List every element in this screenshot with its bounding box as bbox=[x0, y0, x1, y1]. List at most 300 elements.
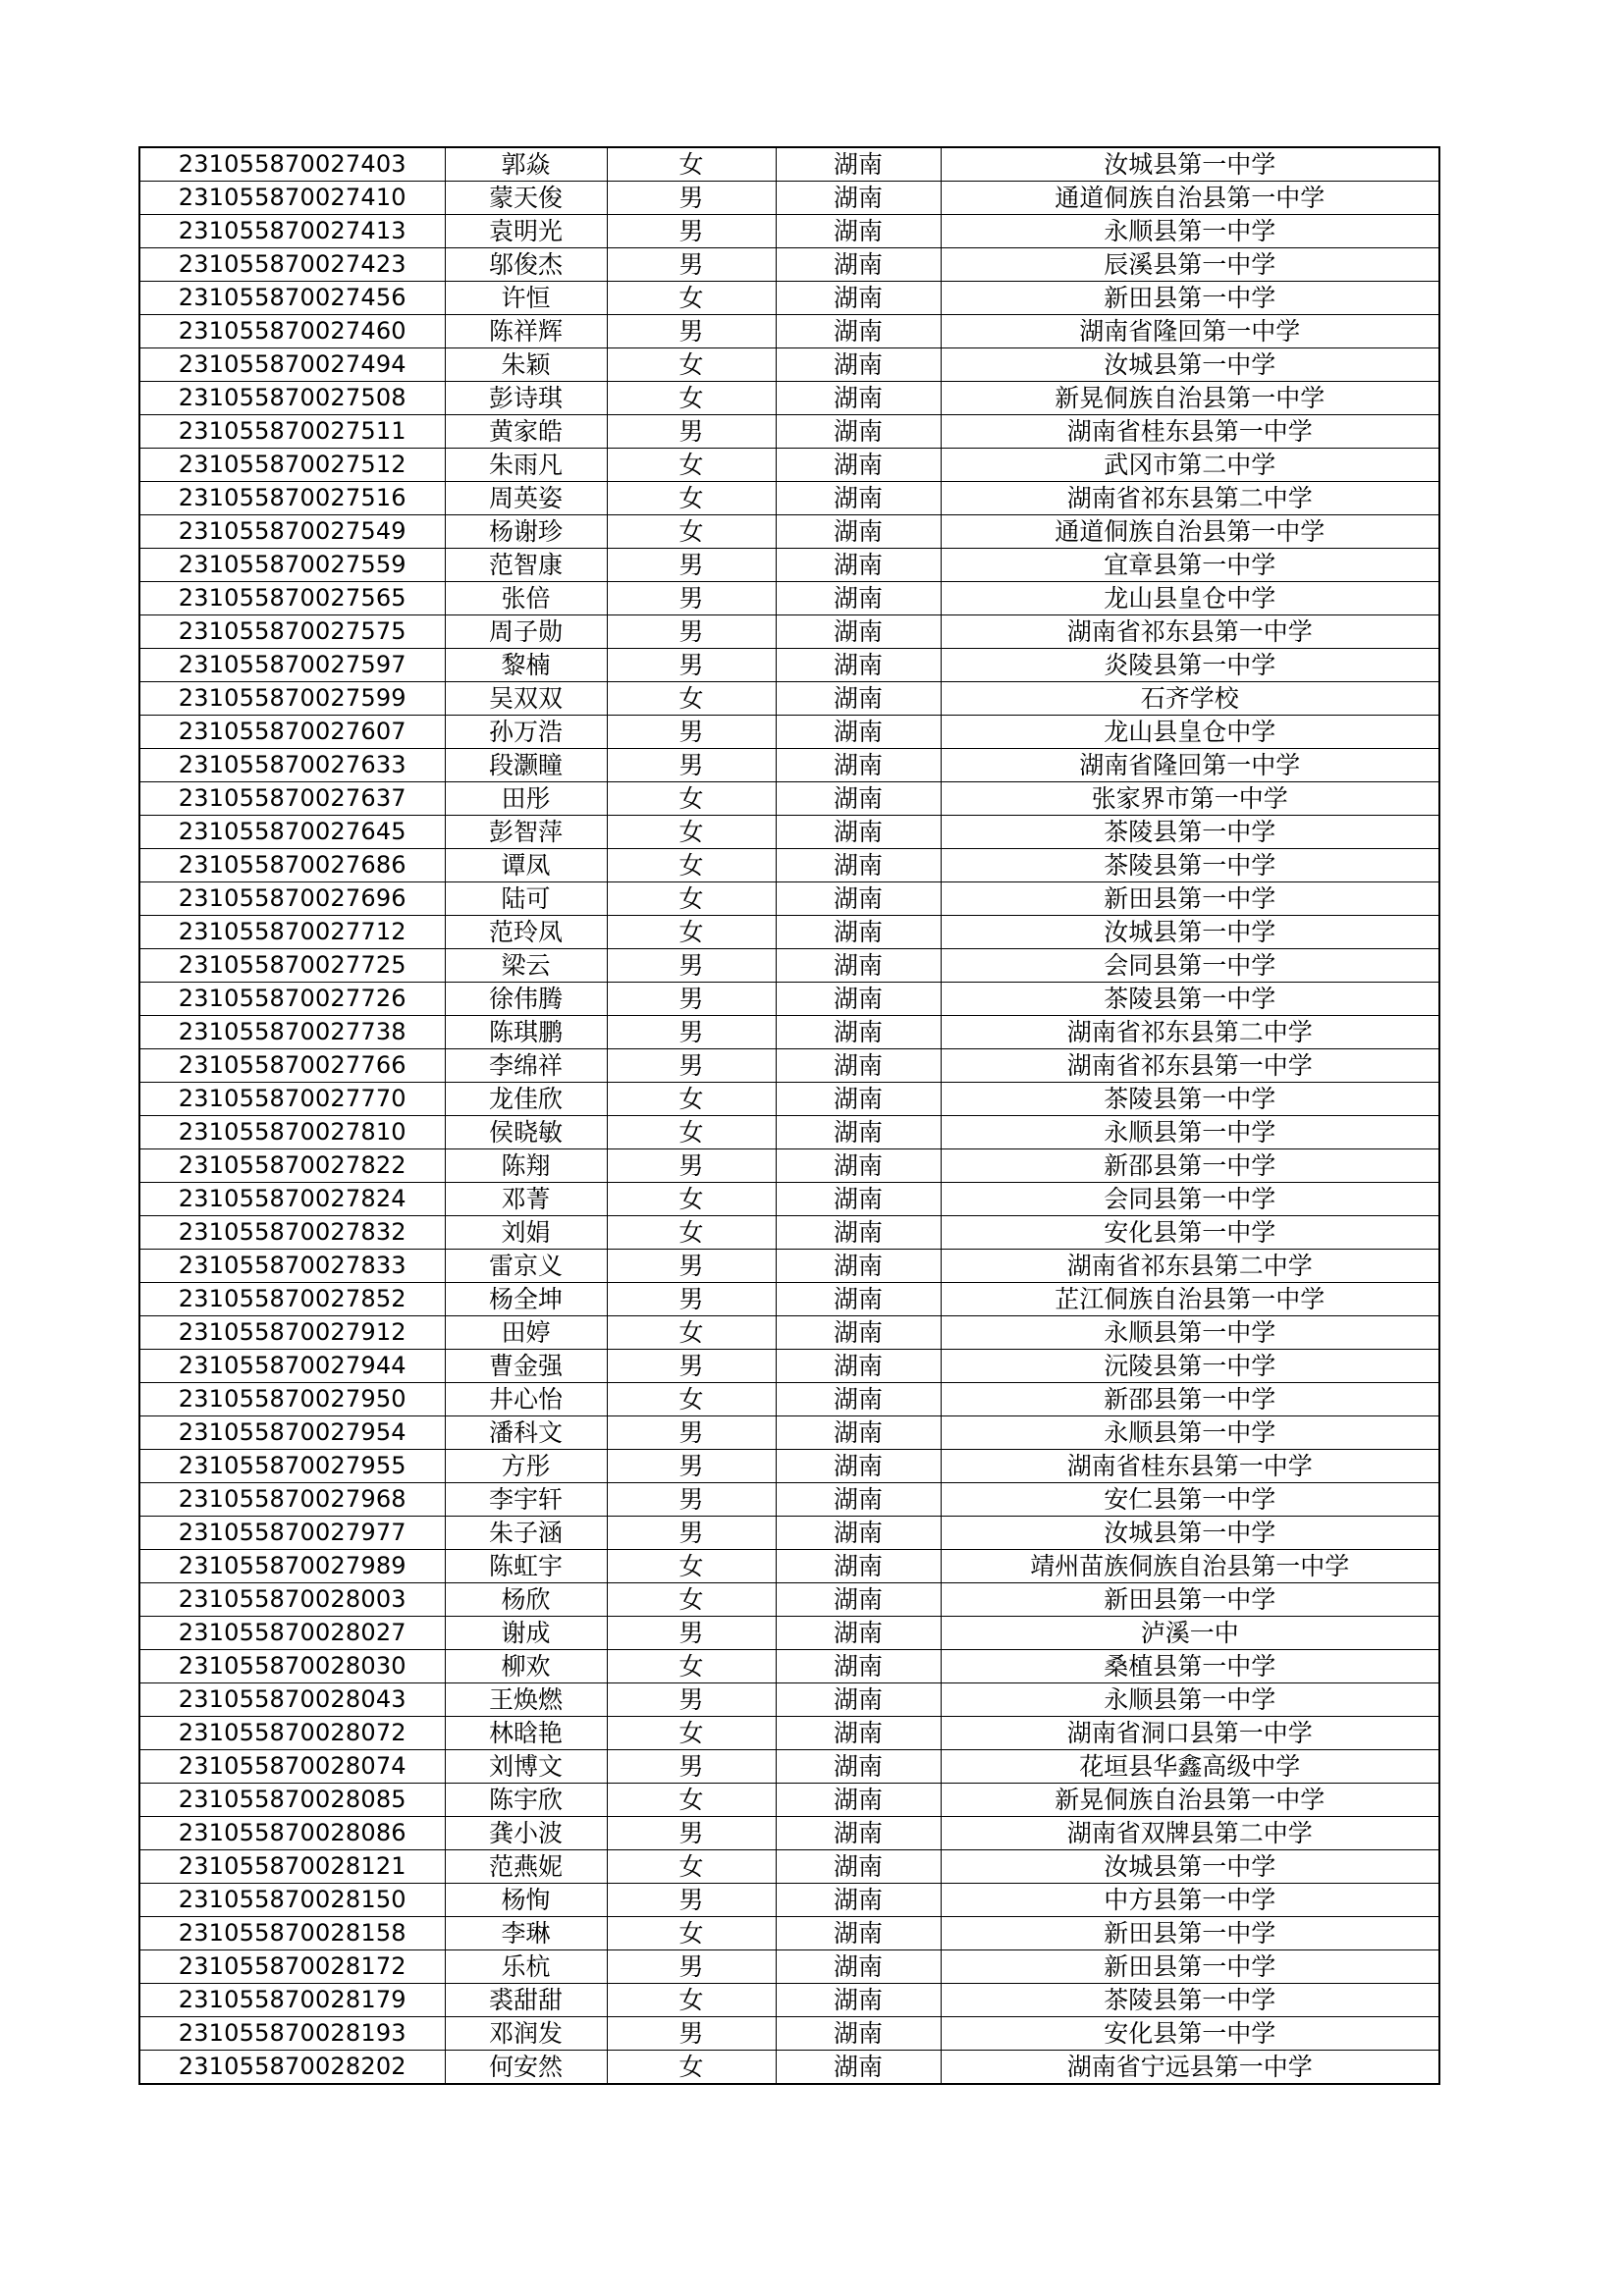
candidate-id-cell: 231055870028121 bbox=[139, 1850, 445, 1884]
table-row bbox=[139, 1617, 1439, 1650]
province-cell: 湖南 bbox=[776, 482, 941, 515]
name-cell: 潘科文 bbox=[445, 1416, 607, 1450]
candidate-id-cell: 231055870028158 bbox=[139, 1917, 445, 1950]
province-cell: 湖南 bbox=[776, 515, 941, 549]
candidate-id-cell: 231055870027645 bbox=[139, 816, 445, 849]
province-cell: 湖南 bbox=[776, 1950, 941, 1984]
table-row bbox=[139, 649, 1439, 682]
name-cell: 徐伟腾 bbox=[445, 983, 607, 1016]
table-row bbox=[139, 1016, 1439, 1049]
candidate-id-cell: 231055870027403 bbox=[139, 147, 445, 182]
school-cell: 永顺县第一中学 bbox=[941, 1116, 1439, 1149]
school-cell: 湖南省桂东县第一中学 bbox=[941, 415, 1439, 449]
candidate-id-cell: 231055870028072 bbox=[139, 1717, 445, 1750]
candidate-id-cell: 231055870027852 bbox=[139, 1283, 445, 1316]
school-cell: 湖南省祁东县第一中学 bbox=[941, 615, 1439, 649]
gender-cell: 女 bbox=[607, 1850, 776, 1884]
name-cell: 方彤 bbox=[445, 1450, 607, 1483]
table-row bbox=[139, 282, 1439, 315]
province-cell: 湖南 bbox=[776, 716, 941, 749]
province-cell: 湖南 bbox=[776, 248, 941, 282]
candidate-id-cell: 231055870027954 bbox=[139, 1416, 445, 1450]
gender-cell: 男 bbox=[607, 1950, 776, 1984]
name-cell: 彭诗琪 bbox=[445, 382, 607, 415]
gender-cell: 女 bbox=[607, 382, 776, 415]
table-row bbox=[139, 1116, 1439, 1149]
gender-cell: 女 bbox=[607, 1583, 776, 1617]
school-cell: 会同县第一中学 bbox=[941, 949, 1439, 983]
gender-cell: 女 bbox=[607, 515, 776, 549]
name-cell: 龚小波 bbox=[445, 1817, 607, 1850]
table-row bbox=[139, 1216, 1439, 1250]
province-cell: 湖南 bbox=[776, 816, 941, 849]
school-cell: 茶陵县第一中学 bbox=[941, 983, 1439, 1016]
province-cell: 湖南 bbox=[776, 1049, 941, 1083]
gender-cell: 男 bbox=[607, 1350, 776, 1383]
table-row bbox=[139, 1316, 1439, 1350]
table-row bbox=[139, 1650, 1439, 1683]
name-cell: 田彤 bbox=[445, 782, 607, 816]
name-cell: 龙佳欣 bbox=[445, 1083, 607, 1116]
gender-cell: 女 bbox=[607, 1116, 776, 1149]
table-row bbox=[139, 1850, 1439, 1884]
candidate-id-cell: 231055870027832 bbox=[139, 1216, 445, 1250]
school-cell: 会同县第一中学 bbox=[941, 1183, 1439, 1216]
gender-cell: 女 bbox=[607, 1550, 776, 1583]
school-cell: 新田县第一中学 bbox=[941, 1950, 1439, 1984]
school-cell: 新晃侗族自治县第一中学 bbox=[941, 382, 1439, 415]
table-row bbox=[139, 1750, 1439, 1784]
gender-cell: 男 bbox=[607, 615, 776, 649]
table-row bbox=[139, 348, 1439, 382]
table-row bbox=[139, 849, 1439, 882]
school-cell: 茶陵县第一中学 bbox=[941, 1984, 1439, 2017]
name-cell: 乐杭 bbox=[445, 1950, 607, 1984]
province-cell: 湖南 bbox=[776, 582, 941, 615]
name-cell: 袁明光 bbox=[445, 215, 607, 248]
table-row bbox=[139, 1383, 1439, 1416]
name-cell: 裘甜甜 bbox=[445, 1984, 607, 2017]
candidate-id-cell: 231055870027599 bbox=[139, 682, 445, 716]
name-cell: 陈翔 bbox=[445, 1149, 607, 1183]
table-row bbox=[139, 983, 1439, 1016]
name-cell: 周子勋 bbox=[445, 615, 607, 649]
school-cell: 湖南省宁远县第一中学 bbox=[941, 2051, 1439, 2085]
name-cell: 柳欢 bbox=[445, 1650, 607, 1683]
table-row bbox=[139, 916, 1439, 949]
candidate-id-cell: 231055870027607 bbox=[139, 716, 445, 749]
table-row bbox=[139, 2051, 1439, 2085]
candidate-id-cell: 231055870027597 bbox=[139, 649, 445, 682]
table-row bbox=[139, 1550, 1439, 1583]
gender-cell: 男 bbox=[607, 1817, 776, 1850]
province-cell: 湖南 bbox=[776, 1550, 941, 1583]
school-cell: 炎陵县第一中学 bbox=[941, 649, 1439, 682]
candidate-id-cell: 231055870027726 bbox=[139, 983, 445, 1016]
school-cell: 湖南省桂东县第一中学 bbox=[941, 1450, 1439, 1483]
province-cell: 湖南 bbox=[776, 1450, 941, 1483]
candidate-id-cell: 231055870027637 bbox=[139, 782, 445, 816]
name-cell: 黎楠 bbox=[445, 649, 607, 682]
province-cell: 湖南 bbox=[776, 2017, 941, 2051]
candidate-id-cell: 231055870027508 bbox=[139, 382, 445, 415]
province-cell: 湖南 bbox=[776, 1817, 941, 1850]
school-cell: 通道侗族自治县第一中学 bbox=[941, 182, 1439, 215]
province-cell: 湖南 bbox=[776, 147, 941, 182]
name-cell: 雷京义 bbox=[445, 1250, 607, 1283]
school-cell: 新田县第一中学 bbox=[941, 1917, 1439, 1950]
gender-cell: 男 bbox=[607, 716, 776, 749]
name-cell: 黄家皓 bbox=[445, 415, 607, 449]
candidate-id-cell: 231055870027955 bbox=[139, 1450, 445, 1483]
table-row bbox=[139, 1450, 1439, 1483]
province-cell: 湖南 bbox=[776, 315, 941, 348]
province-cell: 湖南 bbox=[776, 1617, 941, 1650]
school-cell: 湖南省双牌县第二中学 bbox=[941, 1817, 1439, 1850]
school-cell: 新晃侗族自治县第一中学 bbox=[941, 1784, 1439, 1817]
gender-cell: 男 bbox=[607, 2017, 776, 2051]
gender-cell: 女 bbox=[607, 147, 776, 182]
school-cell: 芷江侗族自治县第一中学 bbox=[941, 1283, 1439, 1316]
province-cell: 湖南 bbox=[776, 1717, 941, 1750]
candidate-id-cell: 231055870027810 bbox=[139, 1116, 445, 1149]
gender-cell: 男 bbox=[607, 182, 776, 215]
candidate-id-cell: 231055870028074 bbox=[139, 1750, 445, 1784]
roster-table bbox=[138, 146, 1440, 2085]
province-cell: 湖南 bbox=[776, 2051, 941, 2085]
candidate-id-cell: 231055870027944 bbox=[139, 1350, 445, 1383]
table-row bbox=[139, 415, 1439, 449]
name-cell: 陈虹宇 bbox=[445, 1550, 607, 1583]
table-row bbox=[139, 549, 1439, 582]
candidate-id-cell: 231055870027738 bbox=[139, 1016, 445, 1049]
table-row bbox=[139, 482, 1439, 515]
table-row bbox=[139, 1183, 1439, 1216]
candidate-id-cell: 231055870028172 bbox=[139, 1950, 445, 1984]
table-row bbox=[139, 1984, 1439, 2017]
province-cell: 湖南 bbox=[776, 1984, 941, 2017]
name-cell: 王焕燃 bbox=[445, 1683, 607, 1717]
table-row bbox=[139, 515, 1439, 549]
table-row bbox=[139, 1283, 1439, 1316]
table-row bbox=[139, 1149, 1439, 1183]
name-cell: 谢成 bbox=[445, 1617, 607, 1650]
school-cell: 湖南省隆回第一中学 bbox=[941, 749, 1439, 782]
name-cell: 林晗艳 bbox=[445, 1717, 607, 1750]
school-cell: 湖南省隆回第一中学 bbox=[941, 315, 1439, 348]
name-cell: 杨谢珍 bbox=[445, 515, 607, 549]
candidate-id-cell: 231055870027516 bbox=[139, 482, 445, 515]
province-cell: 湖南 bbox=[776, 1016, 941, 1049]
candidate-id-cell: 231055870028085 bbox=[139, 1784, 445, 1817]
gender-cell: 女 bbox=[607, 1383, 776, 1416]
gender-cell: 男 bbox=[607, 1283, 776, 1316]
school-cell: 安化县第一中学 bbox=[941, 2017, 1439, 2051]
name-cell: 彭智萍 bbox=[445, 816, 607, 849]
school-cell: 安化县第一中学 bbox=[941, 1216, 1439, 1250]
table-row bbox=[139, 1583, 1439, 1617]
name-cell: 陈祥辉 bbox=[445, 315, 607, 348]
table-row bbox=[139, 1416, 1439, 1450]
gender-cell: 女 bbox=[607, 682, 776, 716]
table-row bbox=[139, 1683, 1439, 1717]
school-cell: 湖南省祁东县第二中学 bbox=[941, 1016, 1439, 1049]
school-cell: 永顺县第一中学 bbox=[941, 215, 1439, 248]
table-row bbox=[139, 2017, 1439, 2051]
school-cell: 汝城县第一中学 bbox=[941, 348, 1439, 382]
province-cell: 湖南 bbox=[776, 1483, 941, 1517]
name-cell: 谭凤 bbox=[445, 849, 607, 882]
school-cell: 安仁县第一中学 bbox=[941, 1483, 1439, 1517]
name-cell: 侯晓敏 bbox=[445, 1116, 607, 1149]
name-cell: 刘博文 bbox=[445, 1750, 607, 1784]
gender-cell: 男 bbox=[607, 649, 776, 682]
gender-cell: 女 bbox=[607, 782, 776, 816]
name-cell: 杨全坤 bbox=[445, 1283, 607, 1316]
province-cell: 湖南 bbox=[776, 1116, 941, 1149]
province-cell: 湖南 bbox=[776, 1784, 941, 1817]
name-cell: 范燕妮 bbox=[445, 1850, 607, 1884]
school-cell: 永顺县第一中学 bbox=[941, 1316, 1439, 1350]
school-cell: 龙山县皇仓中学 bbox=[941, 716, 1439, 749]
name-cell: 朱雨凡 bbox=[445, 449, 607, 482]
name-cell: 刘娟 bbox=[445, 1216, 607, 1250]
table-row bbox=[139, 1884, 1439, 1917]
school-cell: 永顺县第一中学 bbox=[941, 1416, 1439, 1450]
province-cell: 湖南 bbox=[776, 882, 941, 916]
table-row bbox=[139, 782, 1439, 816]
province-cell: 湖南 bbox=[776, 348, 941, 382]
gender-cell: 男 bbox=[607, 1683, 776, 1717]
province-cell: 湖南 bbox=[776, 1383, 941, 1416]
province-cell: 湖南 bbox=[776, 1583, 941, 1617]
name-cell: 周英姿 bbox=[445, 482, 607, 515]
table-row bbox=[139, 749, 1439, 782]
candidate-id-cell: 231055870028150 bbox=[139, 1884, 445, 1917]
province-cell: 湖南 bbox=[776, 615, 941, 649]
province-cell: 湖南 bbox=[776, 1416, 941, 1450]
table-row bbox=[139, 1250, 1439, 1283]
school-cell: 桑植县第一中学 bbox=[941, 1650, 1439, 1683]
candidate-id-cell: 231055870027460 bbox=[139, 315, 445, 348]
gender-cell: 男 bbox=[607, 949, 776, 983]
province-cell: 湖南 bbox=[776, 449, 941, 482]
name-cell: 陈琪鹏 bbox=[445, 1016, 607, 1049]
table-row bbox=[139, 147, 1439, 182]
province-cell: 湖南 bbox=[776, 1850, 941, 1884]
gender-cell: 女 bbox=[607, 282, 776, 315]
table-row bbox=[139, 1517, 1439, 1550]
candidate-id-cell: 231055870027968 bbox=[139, 1483, 445, 1517]
gender-cell: 男 bbox=[607, 1884, 776, 1917]
roster-table-body bbox=[139, 147, 1439, 2084]
school-cell: 泸溪一中 bbox=[941, 1617, 1439, 1650]
table-row bbox=[139, 182, 1439, 215]
table-row bbox=[139, 215, 1439, 248]
gender-cell: 男 bbox=[607, 582, 776, 615]
school-cell: 茶陵县第一中学 bbox=[941, 1083, 1439, 1116]
school-cell: 茶陵县第一中学 bbox=[941, 849, 1439, 882]
table-row bbox=[139, 1784, 1439, 1817]
school-cell: 新田县第一中学 bbox=[941, 882, 1439, 916]
gender-cell: 男 bbox=[607, 1149, 776, 1183]
candidate-id-cell: 231055870027575 bbox=[139, 615, 445, 649]
table-row bbox=[139, 1483, 1439, 1517]
province-cell: 湖南 bbox=[776, 1183, 941, 1216]
province-cell: 湖南 bbox=[776, 1083, 941, 1116]
candidate-id-cell: 231055870027494 bbox=[139, 348, 445, 382]
candidate-id-cell: 231055870027512 bbox=[139, 449, 445, 482]
candidate-id-cell: 231055870028030 bbox=[139, 1650, 445, 1683]
candidate-id-cell: 231055870027413 bbox=[139, 215, 445, 248]
province-cell: 湖南 bbox=[776, 549, 941, 582]
gender-cell: 女 bbox=[607, 1984, 776, 2017]
province-cell: 湖南 bbox=[776, 1750, 941, 1784]
table-row bbox=[139, 1950, 1439, 1984]
candidate-id-cell: 231055870027423 bbox=[139, 248, 445, 282]
gender-cell: 女 bbox=[607, 1216, 776, 1250]
name-cell: 梁云 bbox=[445, 949, 607, 983]
gender-cell: 男 bbox=[607, 749, 776, 782]
candidate-id-cell: 231055870028086 bbox=[139, 1817, 445, 1850]
name-cell: 许恒 bbox=[445, 282, 607, 315]
name-cell: 段灏瞳 bbox=[445, 749, 607, 782]
table-row bbox=[139, 1817, 1439, 1850]
gender-cell: 女 bbox=[607, 2051, 776, 2085]
province-cell: 湖南 bbox=[776, 849, 941, 882]
school-cell: 龙山县皇仓中学 bbox=[941, 582, 1439, 615]
province-cell: 湖南 bbox=[776, 749, 941, 782]
candidate-id-cell: 231055870027565 bbox=[139, 582, 445, 615]
name-cell: 邬俊杰 bbox=[445, 248, 607, 282]
candidate-id-cell: 231055870028043 bbox=[139, 1683, 445, 1717]
province-cell: 湖南 bbox=[776, 415, 941, 449]
school-cell: 花垣县华鑫高级中学 bbox=[941, 1750, 1439, 1784]
name-cell: 朱颖 bbox=[445, 348, 607, 382]
table-row bbox=[139, 1717, 1439, 1750]
gender-cell: 男 bbox=[607, 1617, 776, 1650]
candidate-id-cell: 231055870027686 bbox=[139, 849, 445, 882]
name-cell: 朱子涵 bbox=[445, 1517, 607, 1550]
gender-cell: 女 bbox=[607, 348, 776, 382]
name-cell: 范玲凤 bbox=[445, 916, 607, 949]
candidate-id-cell: 231055870028027 bbox=[139, 1617, 445, 1650]
school-cell: 新邵县第一中学 bbox=[941, 1383, 1439, 1416]
school-cell: 湖南省祁东县第二中学 bbox=[941, 1250, 1439, 1283]
name-cell: 何安然 bbox=[445, 2051, 607, 2085]
candidate-id-cell: 231055870027633 bbox=[139, 749, 445, 782]
school-cell: 湖南省洞口县第一中学 bbox=[941, 1717, 1439, 1750]
candidate-id-cell: 231055870027712 bbox=[139, 916, 445, 949]
gender-cell: 女 bbox=[607, 816, 776, 849]
school-cell: 茶陵县第一中学 bbox=[941, 816, 1439, 849]
gender-cell: 女 bbox=[607, 1717, 776, 1750]
table-row bbox=[139, 1049, 1439, 1083]
school-cell: 汝城县第一中学 bbox=[941, 1850, 1439, 1884]
name-cell: 邓润发 bbox=[445, 2017, 607, 2051]
candidate-id-cell: 231055870027912 bbox=[139, 1316, 445, 1350]
name-cell: 陆可 bbox=[445, 882, 607, 916]
province-cell: 湖南 bbox=[776, 215, 941, 248]
table-row bbox=[139, 1083, 1439, 1116]
candidate-id-cell: 231055870028202 bbox=[139, 2051, 445, 2085]
school-cell: 新田县第一中学 bbox=[941, 282, 1439, 315]
name-cell: 吴双双 bbox=[445, 682, 607, 716]
gender-cell: 女 bbox=[607, 1650, 776, 1683]
gender-cell: 女 bbox=[607, 482, 776, 515]
school-cell: 汝城县第一中学 bbox=[941, 147, 1439, 182]
name-cell: 蒙天俊 bbox=[445, 182, 607, 215]
candidate-id-cell: 231055870027725 bbox=[139, 949, 445, 983]
name-cell: 杨欣 bbox=[445, 1583, 607, 1617]
province-cell: 湖南 bbox=[776, 1884, 941, 1917]
gender-cell: 男 bbox=[607, 983, 776, 1016]
province-cell: 湖南 bbox=[776, 182, 941, 215]
table-row bbox=[139, 449, 1439, 482]
school-cell: 石齐学校 bbox=[941, 682, 1439, 716]
table-row bbox=[139, 716, 1439, 749]
candidate-id-cell: 231055870027989 bbox=[139, 1550, 445, 1583]
school-cell: 武冈市第二中学 bbox=[941, 449, 1439, 482]
table-row bbox=[139, 1350, 1439, 1383]
table-row bbox=[139, 682, 1439, 716]
name-cell: 李琳 bbox=[445, 1917, 607, 1950]
table-row bbox=[139, 582, 1439, 615]
province-cell: 湖南 bbox=[776, 649, 941, 682]
province-cell: 湖南 bbox=[776, 1149, 941, 1183]
gender-cell: 男 bbox=[607, 1517, 776, 1550]
gender-cell: 男 bbox=[607, 415, 776, 449]
table-row bbox=[139, 816, 1439, 849]
school-cell: 新邵县第一中学 bbox=[941, 1149, 1439, 1183]
name-cell: 田婷 bbox=[445, 1316, 607, 1350]
gender-cell: 男 bbox=[607, 1016, 776, 1049]
gender-cell: 女 bbox=[607, 916, 776, 949]
gender-cell: 男 bbox=[607, 1483, 776, 1517]
province-cell: 湖南 bbox=[776, 1350, 941, 1383]
name-cell: 井心怡 bbox=[445, 1383, 607, 1416]
gender-cell: 女 bbox=[607, 1183, 776, 1216]
province-cell: 湖南 bbox=[776, 1216, 941, 1250]
school-cell: 汝城县第一中学 bbox=[941, 1517, 1439, 1550]
candidate-id-cell: 231055870027766 bbox=[139, 1049, 445, 1083]
school-cell: 湖南省祁东县第二中学 bbox=[941, 482, 1439, 515]
candidate-id-cell: 231055870028003 bbox=[139, 1583, 445, 1617]
candidate-id-cell: 231055870027549 bbox=[139, 515, 445, 549]
gender-cell: 女 bbox=[607, 1784, 776, 1817]
name-cell: 邓菁 bbox=[445, 1183, 607, 1216]
gender-cell: 女 bbox=[607, 449, 776, 482]
gender-cell: 女 bbox=[607, 882, 776, 916]
school-cell: 新田县第一中学 bbox=[941, 1583, 1439, 1617]
province-cell: 湖南 bbox=[776, 1517, 941, 1550]
gender-cell: 男 bbox=[607, 1416, 776, 1450]
school-cell: 湖南省祁东县第一中学 bbox=[941, 1049, 1439, 1083]
province-cell: 湖南 bbox=[776, 1917, 941, 1950]
school-cell: 通道侗族自治县第一中学 bbox=[941, 515, 1439, 549]
school-cell: 靖州苗族侗族自治县第一中学 bbox=[941, 1550, 1439, 1583]
gender-cell: 男 bbox=[607, 1049, 776, 1083]
name-cell: 陈宇欣 bbox=[445, 1784, 607, 1817]
table-row bbox=[139, 1917, 1439, 1950]
candidate-id-cell: 231055870027833 bbox=[139, 1250, 445, 1283]
candidate-id-cell: 231055870027559 bbox=[139, 549, 445, 582]
gender-cell: 男 bbox=[607, 1250, 776, 1283]
table-row bbox=[139, 615, 1439, 649]
candidate-id-cell: 231055870027822 bbox=[139, 1149, 445, 1183]
gender-cell: 女 bbox=[607, 1083, 776, 1116]
gender-cell: 男 bbox=[607, 549, 776, 582]
